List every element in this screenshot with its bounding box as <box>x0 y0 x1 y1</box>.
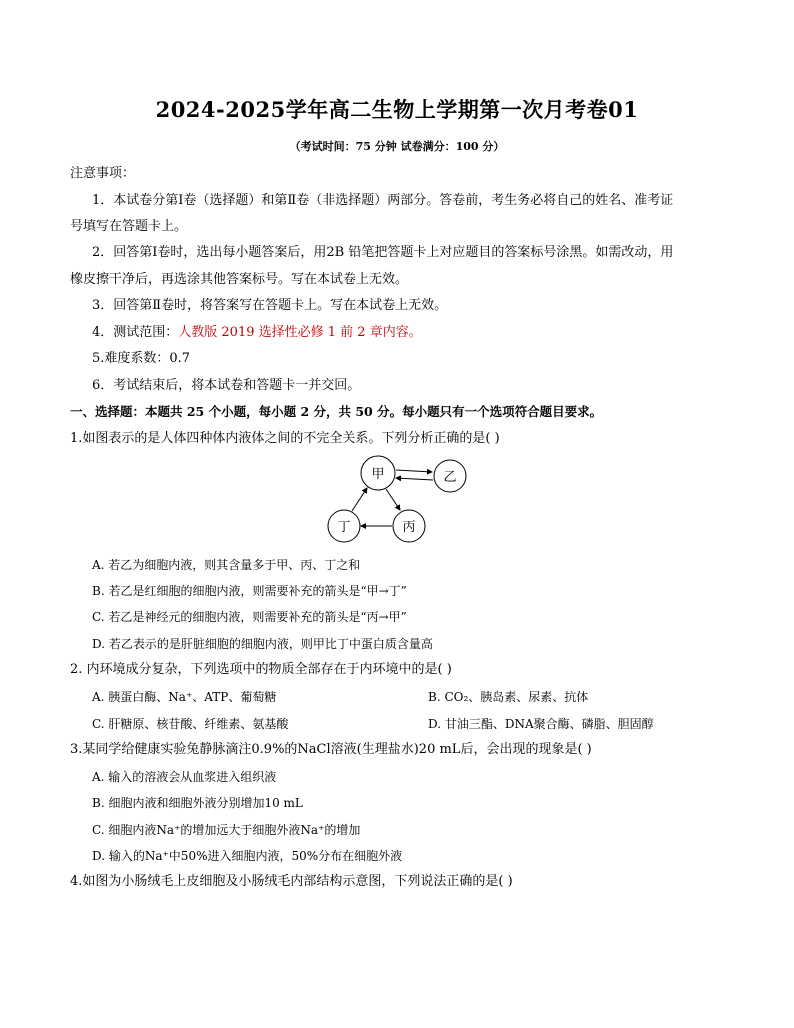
notice-item-2-cont: 橡皮擦干净后，再选涂其他答案标号。写在本试卷上无效。 <box>70 272 409 287</box>
arrow-yi-to-jia <box>396 478 433 480</box>
section-heading: 一、选择题：本题共 25 个小题，每小题 2 分，共 50 分。每小题只有一个选项符合题目要求。 <box>70 404 603 419</box>
question-1-option-a: A. 若乙为细胞内液，则其含量多于甲、丙、丁之和 <box>92 558 361 572</box>
notice-heading: 注意事项： <box>70 166 136 181</box>
question-3-option-d: D. 输入的Na⁺中50%进入细胞内液，50%分布在细胞外液 <box>92 849 403 863</box>
question-2-row-1 <box>92 689 752 705</box>
arrow-jia-to-bing <box>386 489 400 510</box>
node-yi-label: 乙 <box>443 470 457 485</box>
notice-item-6: 6．考试结束后，将本试卷和答题卡一并交回。 <box>92 378 361 393</box>
question-1-stem: 1.如图表示的是人体四种体内液体之间的不完全关系。下列分析正确的是( ) <box>70 431 500 446</box>
question-2-row-2 <box>92 716 752 732</box>
question-3-option-c: C. 细胞内液Na⁺的增加远大于细胞外液Na⁺的增加 <box>92 823 361 837</box>
notice-item-4-prefix: 4．测试范围： <box>92 325 179 340</box>
question-2-option-a: A. 胰蛋白酶、Na⁺、ATP、葡萄糖 <box>92 690 277 704</box>
exam-info: （考试时间：75 分钟 试卷满分：100 分） <box>289 140 505 153</box>
notice-item-2: 2．回答第Ⅰ卷时，选出每小题答案后，用2B 铅笔把答题卡上对应题目的答案标号涂黑。如需改动，用 <box>92 245 674 260</box>
test-range: 人教版 2019 选择性必修 1 前 2 章内容。 <box>178 325 422 340</box>
node-jia-label: 甲 <box>371 467 385 482</box>
question-2-option-d: D. 甘油三酯、DNA聚合酶、磷脂、胆固醇 <box>428 717 654 731</box>
question-3-stem: 3.某同学给健康实验兔静脉滴注0.9%的NaCl溶液(生理盐水)20 mL后，会出现的现象是( ) <box>70 742 592 757</box>
question-1-option-b: B. 若乙是红细胞的细胞内液，则需要补充的箭头是“甲→丁” <box>92 584 407 598</box>
notice-item-3: 3．回答第Ⅱ卷时，将答案写在答题卡上。写在本试卷上无效。 <box>92 298 448 313</box>
question-2-option-b: B. CO₂、胰岛素、尿素、抗体 <box>428 690 589 704</box>
question-4-stem: 4.如图为小肠绒毛上皮细胞及小肠绒毛内部结构示意图，下列说法正确的是( ) <box>70 874 513 889</box>
question-2-option-c: C. 肝糖原、核苷酸、纤维素、氨基酸 <box>92 717 289 731</box>
page-title: 2024-2025学年高二生物上学期第一次月考卷01 <box>155 97 639 122</box>
arrow-ding-to-jia <box>352 488 367 511</box>
question-2-stem: 2. 内环境成分复杂，下列选项中的物质全部存在于内环境中的是( ) <box>70 662 452 677</box>
notice-item-1-cont: 号填写在答题卡上。 <box>70 219 188 234</box>
node-bing-label: 丙 <box>402 520 416 535</box>
node-ding-label: 丁 <box>337 520 351 535</box>
question-3-option-a: A. 输入的溶液会从血浆进入组织液 <box>92 770 277 784</box>
question-1-option-d: D. 若乙表示的是肝脏细胞的细胞内液，则甲比丁中蛋白质含量高 <box>92 637 433 651</box>
question-1-option-c: C. 若乙是神经元的细胞内液，则需要补充的箭头是“丙→甲” <box>92 610 407 624</box>
notice-item-1: 1．本试卷分第Ⅰ卷（选择题）和第Ⅱ卷（非选择题）两部分。答卷前，考生务必将自己的姓名、准考证 <box>92 193 674 208</box>
arrow-jia-to-yi <box>396 470 432 472</box>
notice-item-5: 5.难度系数：0.7 <box>92 351 191 366</box>
question-3-option-b: B. 细胞内液和细胞外液分别增加10 mL <box>92 796 303 810</box>
fluid-relationship-diagram <box>320 452 480 552</box>
notice-item-4 <box>92 325 752 341</box>
